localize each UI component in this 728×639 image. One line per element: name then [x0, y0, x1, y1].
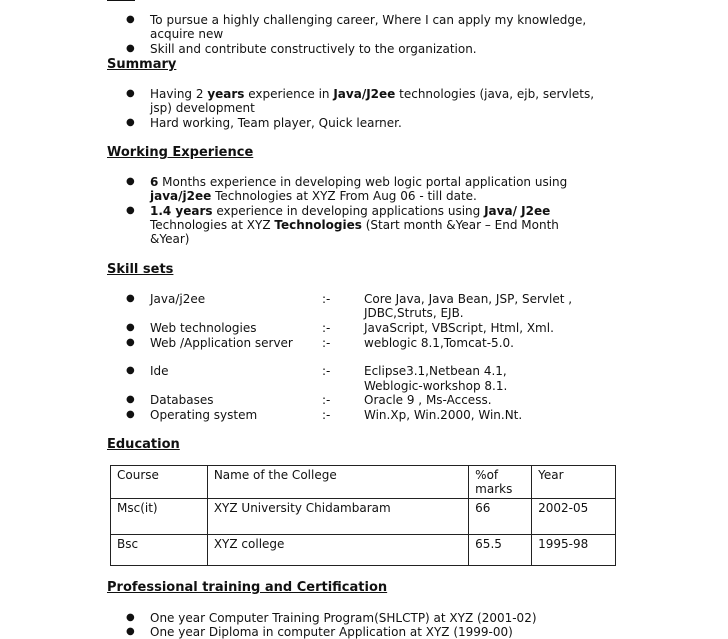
skill-separator: :- [322, 364, 331, 378]
bullet-icon: ● [126, 612, 135, 623]
header-college: Name of the College [207, 466, 468, 499]
summary-heading: Summary [107, 57, 177, 72]
skill-value: Core Java, Java Bean, JSP, Servlet , [364, 292, 573, 306]
skill-value: JavaScript, VBScript, Html, Xml. [364, 321, 554, 335]
training-item-1: One year Computer Training Program(SHLCTP) at XYZ (2001-02) [150, 611, 537, 625]
section-underline-top [107, 0, 135, 1]
cell-year: 2002-05 [532, 499, 616, 535]
bullet-icon: ● [126, 205, 135, 216]
bullet-icon: ● [126, 337, 135, 348]
skill-separator: :- [322, 408, 331, 422]
work-item-1-line2: java/j2ee Technologies at XYZ From Aug 06 - till date. [150, 189, 477, 203]
work-heading: Working Experience [107, 145, 254, 160]
work-item-1-line1: 6 Months experience in developing web logic portal application using [150, 175, 568, 189]
skill-value: weblogic 8.1,Tomcat-5.0. [364, 336, 514, 350]
header-marks: %of marks [469, 466, 532, 499]
header-course: Course [111, 466, 208, 499]
cell-marks: 66 [469, 499, 532, 535]
skill-separator: :- [322, 292, 331, 306]
objective-item-1-line2: acquire new [150, 27, 224, 41]
cell-course: Msc(it) [111, 499, 208, 535]
skill-separator: :- [322, 393, 331, 407]
bullet-icon: ● [126, 176, 135, 187]
training-heading: Professional training and Certification [107, 580, 388, 595]
bullet-icon: ● [126, 293, 135, 304]
skill-value: Eclipse3.1,Netbean 4.1, [364, 364, 507, 378]
bullet-icon: ● [126, 322, 135, 333]
bullet-icon: ● [126, 365, 135, 376]
skill-label: Web technologies [150, 321, 257, 335]
work-item-2-line2: Technologies at XYZ Technologies (Start month &Year – End Month [150, 218, 559, 232]
cell-college: XYZ University Chidambaram [207, 499, 468, 535]
bullet-icon: ● [126, 14, 135, 25]
header-year: Year [532, 466, 616, 499]
skill-label: Ide [150, 364, 169, 378]
skill-label: Web /Application server [150, 336, 293, 350]
skills-heading: Skill sets [107, 262, 174, 277]
skill-value: Oracle 9 , Ms-Access. [364, 393, 492, 407]
summary-item-1: Having 2 years experience in Java/J2ee technologies (java, ejb, servlets, [150, 87, 595, 101]
cell-marks: 65.5 [469, 535, 532, 566]
bullet-icon: ● [126, 117, 135, 128]
skill-separator: :- [322, 336, 331, 350]
bullet-icon: ● [126, 88, 135, 99]
skill-separator: :- [322, 321, 331, 335]
skill-label: Databases [150, 393, 214, 407]
table-row [111, 535, 616, 566]
table-header-row [111, 466, 616, 499]
summary-item-1-line2: jsp) development [150, 101, 255, 115]
objective-item-1-line1: To pursue a highly challenging career, Where I can apply my knowledge, [150, 13, 587, 27]
summary-item-2: Hard working, Team player, Quick learner. [150, 116, 402, 130]
bullet-icon: ● [126, 409, 135, 420]
skill-value: Win.Xp, Win.2000, Win.Nt. [364, 408, 523, 422]
cell-college: XYZ college [207, 535, 468, 566]
skill-value-line2: JDBC,Struts, EJB. [364, 306, 464, 320]
table-row [111, 499, 616, 535]
objective-item-2: Skill and contribute constructively to the organization. [150, 42, 477, 56]
work-item-2-line3: &Year) [150, 232, 190, 246]
cell-year: 1995-98 [532, 535, 616, 566]
education-table [110, 465, 616, 566]
training-item-2: One year Diploma in computer Application at XYZ (1999-00) [150, 625, 513, 639]
skill-value-line2: Weblogic-workshop 8.1. [364, 379, 508, 393]
bullet-icon: ● [126, 394, 135, 405]
cell-course: Bsc [111, 535, 208, 566]
bullet-icon: ● [126, 626, 135, 637]
skill-label: Operating system [150, 408, 258, 422]
bullet-icon: ● [126, 43, 135, 54]
skill-label: Java/j2ee [150, 292, 206, 306]
education-heading: Education [107, 437, 180, 452]
work-item-2-line1: 1.4 years experience in developing applications using Java/ J2ee [150, 204, 551, 218]
